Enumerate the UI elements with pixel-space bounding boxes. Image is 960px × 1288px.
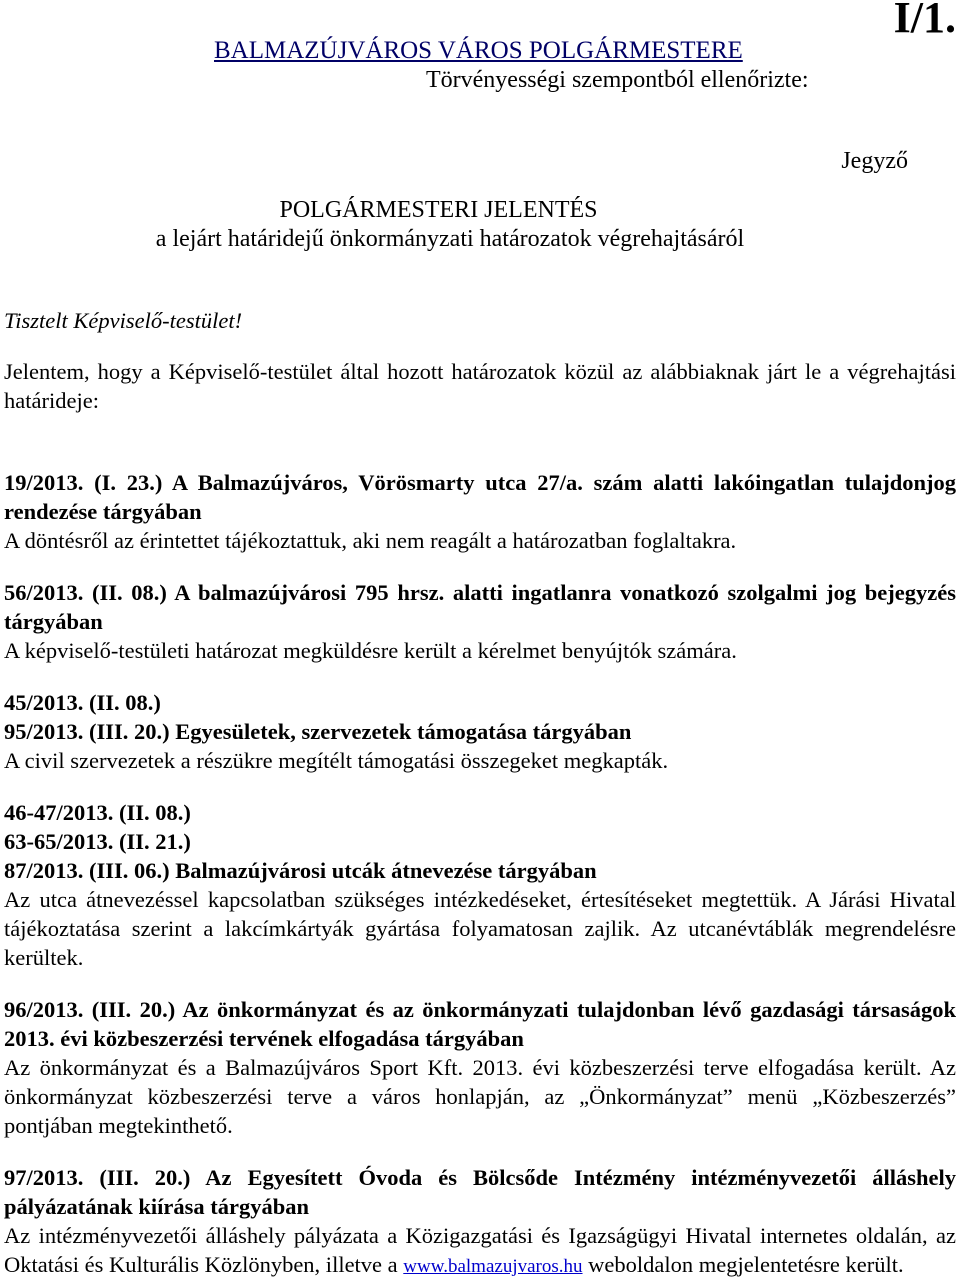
resolution-item	[4, 798, 956, 972]
report-title	[0, 196, 960, 254]
resolution-heading: 56/2013. (II. 08.) A balmazújvárosi 795 hrsz. alatti ingatlanra vonatkozó szolgalmi jog bejegyzés tárgyában	[4, 580, 956, 634]
resolution-reference: 45/2013. (II. 08.)	[4, 690, 161, 715]
notary-label: Jegyző	[841, 148, 908, 174]
resolution-reference: 46-47/2013. (II. 08.)	[4, 800, 191, 825]
report-title-line2: a lejárt határidejű önkormányzati határozatok végrehajtásáról	[155, 226, 745, 252]
resolution-item	[4, 578, 956, 665]
salutation: Tisztelt Képviselő-testület!	[4, 308, 243, 333]
report-body	[4, 306, 956, 1281]
legal-check-label: Törvényességi szempontból ellenőrizte:	[426, 67, 809, 93]
mayor-title: BALMAZÚJVÁROS VÁROS POLGÁRMESTERE	[214, 37, 743, 64]
description-text: weboldalon megjelentetésre került.	[588, 1252, 904, 1277]
resolution-description: Az utca átnevezéssel kapcsolatban szükséges intézkedéseket, értesítéseket megtettük. A Járási Hivatal tájékoztatása szerint a lakcímkártyák gyártása folyamatosan zajlik. Az utcanévtáblák megrendelésre kerültek.	[4, 887, 956, 970]
resolution-reference: 63-65/2013. (II. 21.)	[4, 829, 191, 854]
website-link[interactable]: www.balmazujvaros.hu	[403, 1256, 583, 1277]
resolution-description	[4, 1221, 956, 1281]
resolution-description: A döntésről az érintettet tájékoztattuk, aki nem reagált a határozatban foglaltakra.	[4, 528, 737, 553]
intro-paragraph: Jelentem, hogy a Képviselő-testület által hozott határozatok közül az alábbiaknak járt le a végrehajtási határideje:	[4, 359, 956, 413]
report-title-line1: POLGÁRMESTERI JELENTÉS	[279, 197, 598, 223]
document-number: I/1.	[893, 0, 956, 42]
resolution-description: A képviselő-testületi határozat megküldésre került a kérelmet benyújtók számára.	[4, 638, 737, 663]
resolution-item	[4, 688, 956, 775]
resolution-description: Az önkormányzat és a Balmazújváros Sport Kft. 2013. évi közbeszerzési terve elfogadása került. Az önkormányzat közbeszerzési terve a város honlapján, az „Önkormányzat” menü „Közbeszerzés” pontjában megtekinthető.	[4, 1055, 956, 1138]
resolution-item	[4, 1163, 956, 1281]
resolution-heading: 95/2013. (III. 20.) Egyesületek, szervezetek támogatása tárgyában	[4, 719, 632, 744]
resolution-heading: 87/2013. (III. 06.) Balmazújvárosi utcák átnevezése tárgyában	[4, 858, 597, 883]
resolution-heading: 19/2013. (I. 23.) A Balmazújváros, Vörösmarty utca 27/a. szám alatti lakóingatlan tulajdonjog rendezése tárgyában	[4, 470, 956, 524]
resolution-item	[4, 468, 956, 555]
resolution-heading: 96/2013. (III. 20.) Az önkormányzat és az önkormányzati tulajdonban lévő gazdasági társaságok 2013. évi közbeszerzési tervének elfogadása tárgyában	[4, 997, 956, 1051]
resolution-heading: 97/2013. (III. 20.) Az Egyesített Óvoda és Bölcsőde Intézmény intézményvezetői álláshely pályázatának kiírása tárgyában	[4, 1165, 956, 1219]
description-text: Az intézményvezetői álláshely pályázata a Közigazgatási és Igazságügyi Hivatal internetes oldalán, az Oktatási és Kulturális Közlönyben, illetve a	[4, 1223, 956, 1277]
resolution-item	[4, 995, 956, 1140]
resolution-description: A civil szervezetek a részükre megítélt támogatási összegeket megkapták.	[4, 748, 669, 773]
